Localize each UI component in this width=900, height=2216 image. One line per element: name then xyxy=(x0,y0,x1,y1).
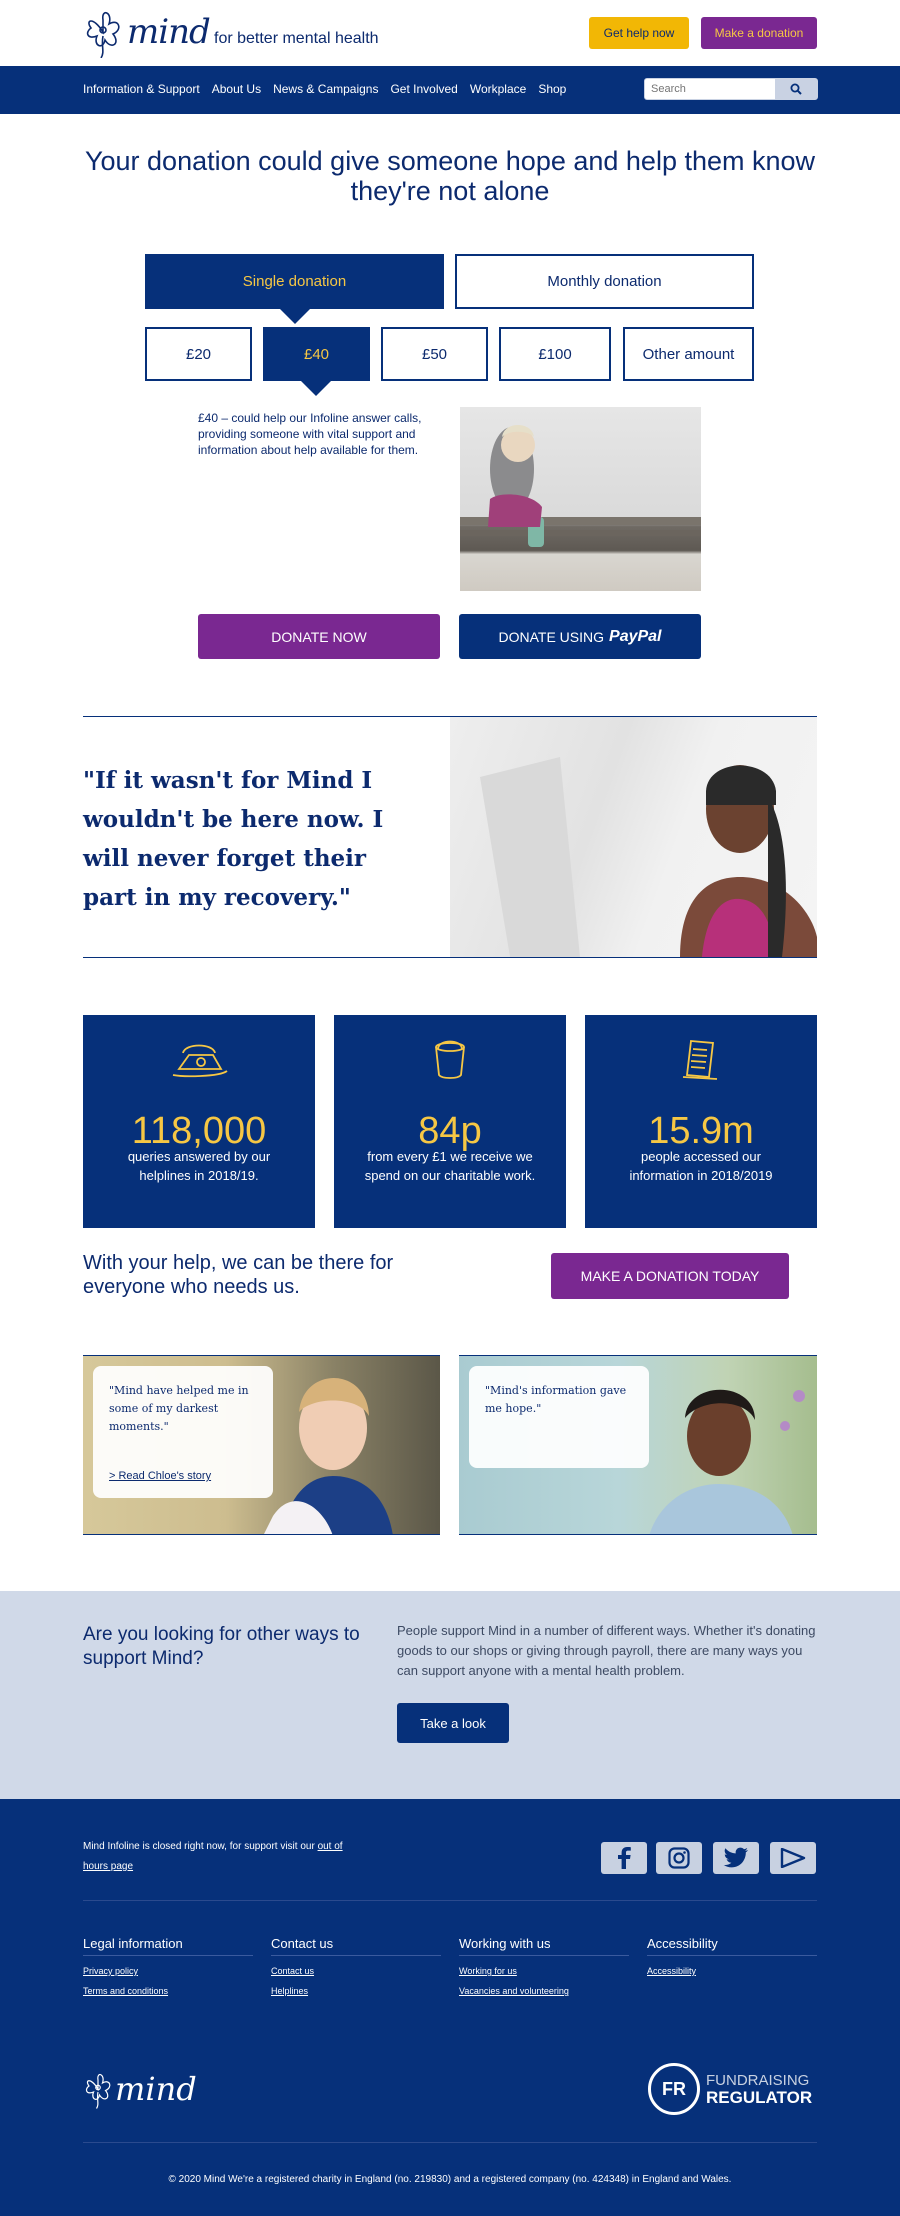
other-ways-text: People support Mind in a number of different ways. Whether it's donating goods to our shops or giving through payroll, there are many ways you can support anyone with a mental health problem. xyxy=(397,1623,816,1678)
amount-40-button[interactable]: £40 xyxy=(263,327,370,381)
story-quote-card xyxy=(469,1366,649,1468)
footer-column-title: Working with us xyxy=(459,1936,629,1956)
nav-item-shop[interactable]: Shop xyxy=(538,82,567,96)
donate-paypal-label: DONATE USING xyxy=(498,628,605,645)
make-donation-today-button[interactable]: MAKE A DONATION TODAY xyxy=(551,1253,789,1299)
fr-line-1: FUNDRAISING xyxy=(706,2072,810,2089)
tagline: for better mental health xyxy=(214,30,379,47)
youtube-play-icon xyxy=(780,1848,806,1868)
nav-item-workplace[interactable]: Workplace xyxy=(469,82,527,96)
make-donation-button[interactable]: Make a donation xyxy=(701,17,817,49)
stat-number: 118,000 xyxy=(131,1110,267,1152)
footer-column-title: Accessibility xyxy=(647,1936,817,1956)
logo-wordmark: mind xyxy=(127,12,210,52)
mind-flower-icon xyxy=(83,2063,113,2115)
footer-column-legal xyxy=(83,1936,253,1996)
search-box xyxy=(644,78,818,100)
amount-description: £40 – could help our Infoline answer calls, providing someone with vital support and information about help available for them. xyxy=(198,411,422,457)
footer-divider xyxy=(83,1900,817,1901)
fundraising-regulator-badge[interactable] xyxy=(648,2063,812,2115)
testimonial-quote xyxy=(83,716,817,958)
donate-now-button[interactable]: DONATE NOW xyxy=(198,614,440,659)
woman-on-phone-photo xyxy=(460,407,701,591)
site-header xyxy=(0,0,900,66)
mind-logo[interactable] xyxy=(83,6,210,58)
youtube-link[interactable] xyxy=(770,1842,816,1874)
footer-column-title: Contact us xyxy=(271,1936,441,1956)
fr-badge-icon: FR xyxy=(648,2063,700,2115)
infoline-notice xyxy=(83,1837,363,1877)
get-help-button[interactable]: Get help now xyxy=(589,17,689,49)
tab-single-donation[interactable]: Single donation xyxy=(145,254,444,309)
read-chloe-story-link[interactable]: > Read Chloe's story xyxy=(109,1470,212,1482)
mind-flower-icon xyxy=(83,6,123,58)
stat-number: 15.9m xyxy=(648,1110,754,1152)
footer-logo-wordmark: mind xyxy=(115,2070,197,2108)
story-card-information[interactable] xyxy=(459,1355,817,1535)
vacancies-link[interactable]: Vacancies and volunteering xyxy=(459,1986,569,1996)
footer-column-title: Legal information xyxy=(83,1936,253,1956)
amount-other-button[interactable]: Other amount xyxy=(623,327,754,381)
helplines-link[interactable]: Helplines xyxy=(271,1986,309,1996)
facebook-icon xyxy=(616,1847,632,1869)
footer-divider xyxy=(83,2142,817,2143)
facebook-link[interactable] xyxy=(601,1842,647,1874)
telephone-icon xyxy=(169,1037,229,1079)
page-headline: Your donation could give someone hope and help them know they're not alone xyxy=(84,146,816,206)
infoline-text: Mind Infoline is closed right now, for support visit our xyxy=(83,1841,315,1852)
other-ways-title: Are you looking for other ways to support Mind? xyxy=(83,1624,360,1669)
information-leaflet-icon xyxy=(679,1037,723,1081)
tab-monthly-donation[interactable]: Monthly donation xyxy=(455,254,754,309)
terms-link[interactable]: Terms and conditions xyxy=(83,1986,169,1996)
quote-text: "If it wasn't for Mind I wouldn't be here now. I will never forget their part in my recovery." xyxy=(83,767,384,911)
footer-mind-logo[interactable] xyxy=(83,2063,197,2115)
story-quote-card xyxy=(93,1366,273,1498)
tab-pointer xyxy=(280,309,310,324)
take-a-look-button[interactable]: Take a look xyxy=(397,1703,509,1743)
story-quote: "Mind's information gave me hope." xyxy=(485,1384,627,1415)
footer-column-accessibility xyxy=(647,1936,817,1976)
main-nav xyxy=(0,66,900,114)
donate-paypal-button[interactable] xyxy=(459,614,701,659)
story-card-chloe[interactable] xyxy=(83,1355,440,1535)
fr-line-2: REGULATOR xyxy=(706,2088,813,2107)
search-button[interactable] xyxy=(775,79,817,99)
nav-item-information-support[interactable]: Information & Support xyxy=(83,82,200,96)
instagram-link[interactable] xyxy=(656,1842,702,1874)
contact-us-link[interactable]: Contact us xyxy=(271,1966,315,1976)
other-ways-section xyxy=(0,1591,900,1799)
amount-50-button[interactable]: £50 xyxy=(381,327,488,381)
nav-item-about-us[interactable]: About Us xyxy=(211,82,262,96)
search-icon xyxy=(790,83,802,95)
amount-20-button[interactable]: £20 xyxy=(145,327,252,381)
story-quote: "Mind have helped me in some of my darkest moments." xyxy=(109,1384,249,1433)
copyright-text: © 2020 Mind We're a registered charity in England (no. 219830) and a registered company (no. 424348) in England and Wales. xyxy=(168,2174,732,2185)
nav-item-news-campaigns[interactable]: News & Campaigns xyxy=(273,82,379,96)
footer-column-working xyxy=(459,1936,629,1996)
cta-text: With your help, we can be there for everyone who needs us. xyxy=(83,1252,394,1298)
stat-text: queries answered by our helplines in 2018/19. xyxy=(127,1149,271,1183)
stat-card-queries xyxy=(83,1015,315,1228)
stat-number: 84p xyxy=(418,1110,482,1152)
twitter-icon xyxy=(723,1847,749,1869)
amount-100-button[interactable]: £100 xyxy=(499,327,611,381)
amount-pointer xyxy=(301,381,331,396)
paypal-wordmark: PayPal xyxy=(609,627,662,645)
privacy-policy-link[interactable]: Privacy policy xyxy=(83,1966,139,1976)
nav-item-get-involved[interactable]: Get Involved xyxy=(390,82,458,96)
stat-text: people accessed our information in 2018/2019 xyxy=(629,1149,773,1183)
twitter-link[interactable] xyxy=(713,1842,759,1874)
stat-card-spend xyxy=(334,1015,566,1228)
stat-card-information xyxy=(585,1015,817,1228)
stat-text: from every £1 we receive we spend on our charitable work. xyxy=(364,1149,536,1183)
out-of-hours-link[interactable]: out of hours page xyxy=(83,1841,343,1872)
site-footer xyxy=(0,1799,900,2216)
footer-column-contact xyxy=(271,1936,441,1996)
smiling-woman-photo xyxy=(450,717,817,957)
bucket-icon xyxy=(430,1037,470,1081)
accessibility-link[interactable]: Accessibility xyxy=(647,1966,697,1976)
working-for-us-link[interactable]: Working for us xyxy=(459,1966,517,1976)
instagram-icon xyxy=(668,1847,690,1869)
search-input[interactable] xyxy=(645,79,775,99)
